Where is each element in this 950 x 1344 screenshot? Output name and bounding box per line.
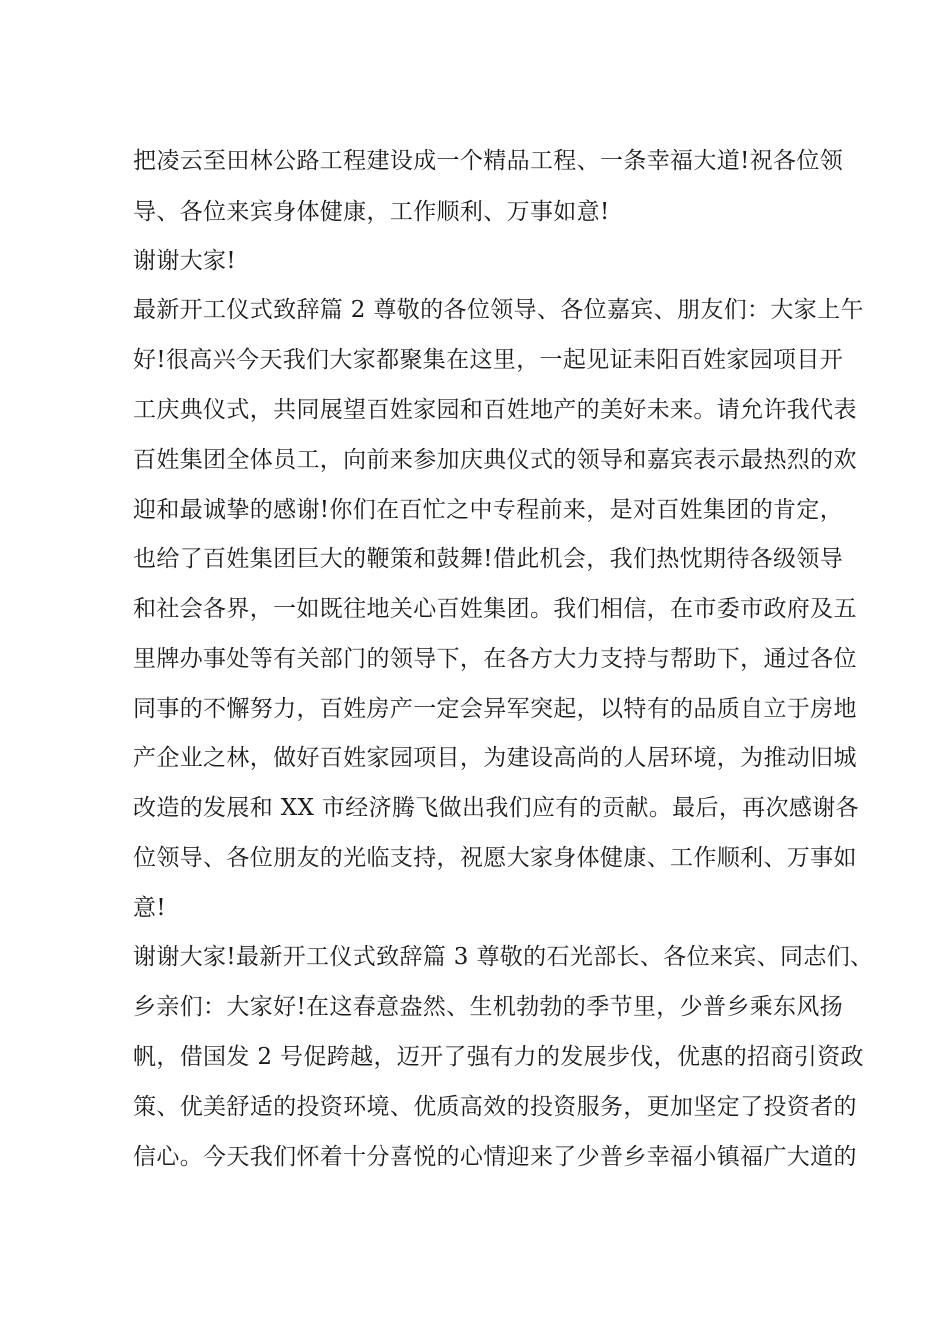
text-line: 导、各位来宾身体健康，工作顺利、万事如意! bbox=[133, 199, 610, 225]
text-line: 好!很高兴今天我们大家都聚集在这里，一起见证耒阳百姓家园项目开 bbox=[133, 347, 844, 373]
text-line: 乡亲们：大家好!在这春意盎然、生机勃勃的季节里，少普乡乘东风扬 bbox=[133, 994, 844, 1020]
text-line: 里牌办事处等有关部门的领导下，在各方大力支持与帮助下，通过各位 bbox=[133, 646, 857, 672]
text-line: 信心。今天我们怀着十分喜悦的心情迎来了少普乡幸福小镇福广大道的 bbox=[133, 1144, 857, 1170]
text-line: 百姓集团全体员工，向前来参加庆典仪式的领导和嘉宾表示最热烈的欢 bbox=[133, 447, 857, 473]
text-line: 位领导、各位朋友的光临支持，祝愿大家身体健康、工作顺利、万事如 bbox=[133, 845, 857, 871]
text-line: 也给了百姓集团巨大的鞭策和鼓舞!借此机会，我们热忱期待各级领导 bbox=[133, 546, 844, 572]
text-line: 和社会各界，一如既往地关心百姓集团。我们相信，在市委市政府及五 bbox=[133, 596, 857, 622]
text-line: 谢谢大家! bbox=[133, 248, 236, 274]
text-line: 改造的发展和 XX 市经济腾飞做出我们应有的贡献。最后，再次感谢各 bbox=[133, 795, 859, 821]
text-line: 同事的不懈努力，百姓房产一定会异军突起，以特有的品质自立于房地 bbox=[133, 696, 857, 722]
text-line: 帆，借国发 2 号促跨越，迈开了强有力的发展步伐，优惠的招商引资政 bbox=[133, 1044, 864, 1070]
text-line: 策、优美舒适的投资环境、优质高效的投资服务，更加坚定了投资者的 bbox=[133, 1094, 857, 1120]
text-line: 谢谢大家!最新开工仪式致辞篇 3 尊敬的石光部长、各位来宾、同志们、 bbox=[133, 944, 874, 970]
text-line: 把凌云至田林公路工程建设成一个精品工程、一条幸福大道!祝各位领 bbox=[133, 148, 844, 174]
text-line: 产企业之林，做好百姓家园项目，为建设高尚的人居环境，为推动旧城 bbox=[133, 745, 857, 771]
text-line: 最新开工仪式致辞篇 2 尊敬的各位领导、各位嘉宾、朋友们：大家上午 bbox=[133, 297, 864, 323]
text-line: 迎和最诚挚的感谢!你们在百忙之中专程前来，是对百姓集团的肯定， bbox=[133, 497, 844, 523]
text-line: 意! bbox=[133, 895, 166, 921]
text-line: 工庆典仪式，共同展望百姓家园和百姓地产的美好未来。请允许我代表 bbox=[133, 397, 857, 423]
